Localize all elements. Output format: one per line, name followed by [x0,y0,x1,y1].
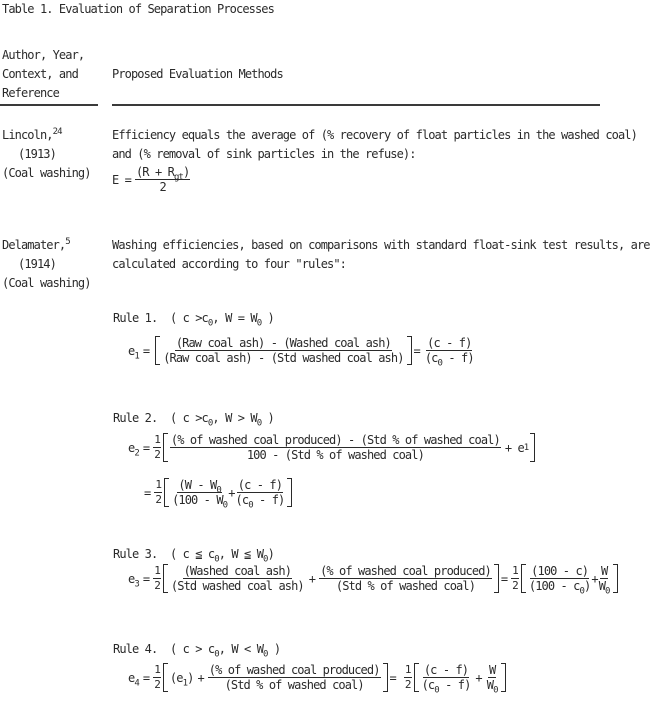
entry-text-line2: and (% removal of sink particles in the refuse): [112,147,416,161]
rule-3-heading: Rule 3. ( c ≦ $c_0$, W ≦ $W_0$) [113,547,274,565]
entry-year: (1914) [18,257,56,271]
entry-context: (Coal washing) [2,166,91,180]
entry-context: (Coal washing) [2,276,91,290]
rule-3-equation: $e_3$ = $\frac{1}{2}$ $\frac{\text{(Washed coal ash)}}{\text{(Std washed coal ash)}}$ + $\frac{\text{(\% of washed coal produced)}}{\text{(Std \% of washed coal)}}$ = $\frac{1}{2}$ $\frac{(100 - c)}{(100 - c_0)}$ + $\frac{W}{W_0}$ [128,564,620,593]
reference-number: 5 [65,237,70,247]
col1-header-rule [0,104,98,106]
rule-1-equation: $e_1$ = $\frac{\text{(Raw coal ash) - (Washed coal ash)}}{\text{(Raw coal ash) - (Std washed coal ash)}}$ = $\frac{(c - f)}{(c_0 - f)}$ [128,336,474,369]
col2-header-rule [112,104,600,106]
table-title: Table 1. Evaluation of Separation Processes [2,2,274,16]
efficiency-equation [112,165,190,194]
rule-2-equation-line1: $e_2$ = $\frac{1}{2}$ $\frac{\text{(\% of washed coal produced) - (Std \% of washed coal)}}{\text{100 - (Std \% of washed coal)}}$ + e 1 [128,433,537,462]
rule-4-heading: Rule 4. ( $c > c_0$, $W < W_0$ ) [113,642,281,660]
entry-text-line2: calculated according to four "rules": [112,257,347,271]
rule-2-equation-line2: = $\frac{1}{2}$ $\frac{(W - W_0}{(100 - W_0}$ + $\frac{(c - f)}{(c_0 - f)}$ [144,478,294,507]
col1-header-line1: Author, Year, [2,48,85,62]
entry-author [2,238,70,252]
rule-1-heading: Rule 1. ( $c >c_0$, $W = W_0$ ) [113,311,274,329]
reference-number: 24 [52,127,62,137]
rule-2-heading: Rule 2. ( $c >c_0$, $W > W_0$ ) [113,411,274,429]
author-name: Delamater, [2,238,66,252]
rule-4-equation: $e_4$ = $\frac{1}{2}$ $(e_1)$ + $\frac{\text{(\% of washed coal produced)}}{\text{(Std \% of washed coal)}}$ = $\frac{1}{2}$ $\frac{(c - f)}{(c_0 - f)}$ + $\frac{W}{W_0}$ [128,663,508,692]
col1-header-line2: Context, and [2,67,78,81]
equation-lhs: E = [112,172,131,187]
entry-year: (1913) [18,147,56,161]
fraction: $\frac{(R + R_{gt})}{2}$ [135,165,190,194]
col2-header: Proposed Evaluation Methods [112,67,283,81]
entry-author [2,128,62,142]
entry-text-line1: Efficiency equals the average of (% recovery of float particles in the washed coal) [112,128,637,142]
entry-text-line1: Washing efficiencies, based on comparisons with standard float-sink test results, are [112,238,650,252]
author-name: Lincoln, [2,128,53,142]
col1-header-line3: Reference [2,86,59,100]
